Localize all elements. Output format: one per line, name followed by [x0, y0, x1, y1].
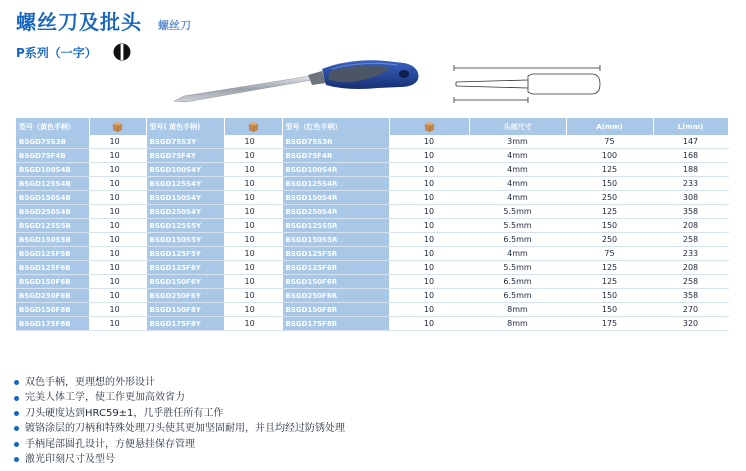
cell-qty-3: 10	[389, 205, 469, 219]
cell-model-red: BSGD250S4R	[282, 205, 389, 219]
cell-qty-1: 10	[89, 219, 146, 233]
cell-l-length: 233	[653, 177, 728, 191]
table-row	[16, 289, 728, 303]
cell-qty-2: 10	[224, 247, 282, 261]
bullet-icon	[14, 442, 19, 447]
cell-model-red: BSGD150F6R	[282, 275, 389, 289]
cell-model-red: BSGD125S5R	[282, 219, 389, 233]
column-header-a: A(mm)	[566, 118, 653, 135]
feature-text: 双色手柄，更理想的外形设计	[25, 377, 155, 388]
cell-a-length: 100	[566, 149, 653, 163]
cell-qty-3: 10	[389, 317, 469, 331]
table-header-row	[16, 118, 728, 135]
cell-tip-size: 4mm	[469, 191, 566, 205]
screwdriver-photo	[172, 57, 422, 113]
bullet-icon	[14, 426, 19, 431]
feature-text: 刀头硬度达到HRC59±1，几乎胜任所有工作	[25, 407, 224, 419]
feature-item	[14, 421, 345, 436]
cell-qty-2: 10	[224, 233, 282, 247]
cell-model-yellow-1: BSGD125S4B	[16, 177, 89, 191]
cell-a-length: 75	[566, 135, 653, 149]
cell-qty-2: 10	[224, 317, 282, 331]
cell-tip-size: 5.5mm	[469, 261, 566, 275]
cell-model-yellow-2: BSGD250F6Y	[146, 289, 224, 303]
cell-model-yellow-1: BSGD175F8B	[16, 317, 89, 331]
cell-l-length: 208	[653, 219, 728, 233]
cell-l-length: 358	[653, 289, 728, 303]
cell-model-red: BSGD175F8R	[282, 317, 389, 331]
cell-qty-3: 10	[389, 275, 469, 289]
bullet-icon	[14, 411, 19, 416]
cell-model-yellow-1: BSGD75F4B	[16, 149, 89, 163]
cell-qty-1: 10	[89, 261, 146, 275]
cell-model-yellow-2: BSGD75S3Y	[146, 135, 224, 149]
cell-qty-1: 10	[89, 303, 146, 317]
cell-tip-size: 5.5mm	[469, 205, 566, 219]
cell-model-yellow-1: BSGD150S5B	[16, 233, 89, 247]
cell-model-yellow-2: BSGD150S5Y	[146, 233, 224, 247]
feature-item	[14, 375, 345, 390]
cell-qty-2: 10	[224, 261, 282, 275]
feature-item	[14, 437, 345, 452]
cell-qty-1: 10	[89, 163, 146, 177]
cell-qty-2: 10	[224, 163, 282, 177]
cell-model-red: BSGD125F6R	[282, 261, 389, 275]
cell-qty-2: 10	[224, 205, 282, 219]
cell-model-yellow-2: BSGD175F8Y	[146, 317, 224, 331]
table-row	[16, 247, 728, 261]
cell-tip-size: 8mm	[469, 317, 566, 331]
column-header-model-yellow-1: 型号（黄色手柄）	[16, 118, 89, 135]
table-row	[16, 177, 728, 191]
table-row	[16, 205, 728, 219]
table-row	[16, 149, 728, 163]
feature-list	[14, 375, 345, 467]
cell-l-length: 208	[653, 261, 728, 275]
cell-model-red: BSGD150F8R	[282, 303, 389, 317]
cell-qty-3: 10	[389, 191, 469, 205]
cell-model-yellow-2: BSGD250S4Y	[146, 205, 224, 219]
table-row	[16, 317, 728, 331]
table-row	[16, 163, 728, 177]
cell-qty-3: 10	[389, 219, 469, 233]
table-row	[16, 261, 728, 275]
dimension-drawing	[452, 60, 602, 108]
cell-model-yellow-1: BSGD125S5B	[16, 219, 89, 233]
table-row	[16, 303, 728, 317]
cell-l-length: 308	[653, 191, 728, 205]
cell-qty-3: 10	[389, 233, 469, 247]
cell-model-red: BSGD125F5R	[282, 247, 389, 261]
column-header-qty-2	[224, 118, 282, 135]
cell-qty-2: 10	[224, 191, 282, 205]
table-row	[16, 191, 728, 205]
cell-a-length: 250	[566, 233, 653, 247]
feature-item	[14, 390, 345, 405]
cell-model-yellow-2: BSGD75F4Y	[146, 149, 224, 163]
cell-qty-3: 10	[389, 177, 469, 191]
bullet-icon	[14, 380, 19, 385]
cell-qty-1: 10	[89, 247, 146, 261]
column-header-qty-3	[389, 118, 469, 135]
cell-l-length: 320	[653, 317, 728, 331]
slotted-screw-icon	[113, 43, 131, 61]
cell-a-length: 125	[566, 205, 653, 219]
cell-qty-2: 10	[224, 275, 282, 289]
cell-model-yellow-2: BSGD125S4Y	[146, 177, 224, 191]
cell-l-length: 233	[653, 247, 728, 261]
cell-tip-size: 8mm	[469, 303, 566, 317]
cell-a-length: 75	[566, 247, 653, 261]
cell-a-length: 125	[566, 261, 653, 275]
feature-text: 完美人体工学，使工作更加高效省力	[25, 392, 185, 404]
feature-text: 手柄尾部圆孔设计，方便悬挂保存管理	[25, 438, 195, 450]
cell-qty-1: 10	[89, 149, 146, 163]
box-icon	[112, 121, 123, 132]
cell-model-yellow-1: BSGD150F8B	[16, 303, 89, 317]
cell-tip-size: 4mm	[469, 149, 566, 163]
cell-model-yellow-1: BSGD125F6B	[16, 261, 89, 275]
cell-tip-size: 4mm	[469, 247, 566, 261]
cell-tip-size: 4mm	[469, 177, 566, 191]
cell-l-length: 168	[653, 149, 728, 163]
cell-qty-2: 10	[224, 135, 282, 149]
page-title: 螺丝刀及批头	[16, 10, 142, 34]
cell-qty-2: 10	[224, 219, 282, 233]
cell-tip-size: 4mm	[469, 163, 566, 177]
cell-l-length: 270	[653, 303, 728, 317]
cell-model-yellow-1: BSGD100S4B	[16, 163, 89, 177]
cell-model-yellow-1: BSGD250S4B	[16, 205, 89, 219]
cell-model-yellow-2: BSGD125F6Y	[146, 261, 224, 275]
cell-qty-1: 10	[89, 205, 146, 219]
cell-a-length: 250	[566, 191, 653, 205]
cell-qty-3: 10	[389, 135, 469, 149]
cell-model-yellow-1: BSGD75S3B	[16, 135, 89, 149]
spec-table	[16, 118, 729, 331]
cell-tip-size: 6.5mm	[469, 233, 566, 247]
cell-tip-size: 6.5mm	[469, 289, 566, 303]
cell-qty-1: 10	[89, 289, 146, 303]
feature-text: 激光印刻尺寸及型号	[25, 454, 115, 466]
cell-model-red: BSGD100S4R	[282, 163, 389, 177]
cell-model-red: BSGD75S3R	[282, 135, 389, 149]
cell-l-length: 258	[653, 275, 728, 289]
cell-qty-2: 10	[224, 303, 282, 317]
cell-model-yellow-1: BSGD150F6B	[16, 275, 89, 289]
cell-qty-1: 10	[89, 275, 146, 289]
cell-qty-3: 10	[389, 149, 469, 163]
cell-qty-3: 10	[389, 289, 469, 303]
cell-a-length: 150	[566, 177, 653, 191]
cell-tip-size: 3mm	[469, 135, 566, 149]
cell-qty-3: 10	[389, 247, 469, 261]
cell-qty-1: 10	[89, 317, 146, 331]
column-header-l: L(mm)	[653, 118, 728, 135]
cell-tip-size: 5.5mm	[469, 219, 566, 233]
table-row	[16, 219, 728, 233]
column-header-model-yellow-2: 型号( 黄色手柄)	[146, 118, 224, 135]
page-subtitle: 螺丝刀	[158, 19, 191, 32]
cell-qty-1: 10	[89, 191, 146, 205]
title-row	[16, 6, 191, 35]
cell-qty-1: 10	[89, 135, 146, 149]
cell-a-length: 125	[566, 163, 653, 177]
table-row	[16, 135, 728, 149]
table-row	[16, 233, 728, 247]
cell-qty-3: 10	[389, 163, 469, 177]
cell-qty-2: 10	[224, 149, 282, 163]
cell-qty-3: 10	[389, 261, 469, 275]
box-icon	[248, 121, 259, 132]
bullet-icon	[14, 396, 19, 401]
cell-qty-1: 10	[89, 177, 146, 191]
cell-model-yellow-1: BSGD250F6B	[16, 289, 89, 303]
cell-a-length: 175	[566, 317, 653, 331]
feature-item	[14, 406, 345, 421]
cell-qty-3: 10	[389, 303, 469, 317]
cell-a-length: 150	[566, 303, 653, 317]
box-icon	[424, 121, 435, 132]
cell-model-red: BSGD125S4R	[282, 177, 389, 191]
cell-qty-2: 10	[224, 177, 282, 191]
column-header-tip-size: 头部尺寸	[469, 118, 566, 135]
cell-model-yellow-2: BSGD100S4Y	[146, 163, 224, 177]
feature-item	[14, 452, 345, 467]
cell-model-red: BSGD75F4R	[282, 149, 389, 163]
cell-a-length: 150	[566, 219, 653, 233]
cell-qty-2: 10	[224, 289, 282, 303]
cell-a-length: 150	[566, 289, 653, 303]
cell-model-yellow-2: BSGD150S4Y	[146, 191, 224, 205]
column-header-qty-1	[89, 118, 146, 135]
column-header-model-red: 型号（红色手柄）	[282, 118, 389, 135]
cell-tip-size: 6.5mm	[469, 275, 566, 289]
cell-model-red: BSGD150S4R	[282, 191, 389, 205]
series-row	[16, 43, 131, 61]
feature-text: 镀铬涂层的刀柄和特殊处理刀头使其更加坚固耐用，并且均经过防锈处理	[25, 423, 345, 435]
cell-model-yellow-2: BSGD125F5Y	[146, 247, 224, 261]
cell-model-yellow-1: BSGD150S4B	[16, 191, 89, 205]
cell-model-red: BSGD150S5R	[282, 233, 389, 247]
series-title: P系列（一字）	[16, 45, 97, 60]
cell-model-red: BSGD250F6R	[282, 289, 389, 303]
table-row	[16, 275, 728, 289]
cell-model-yellow-2: BSGD150F8Y	[146, 303, 224, 317]
cell-l-length: 188	[653, 163, 728, 177]
cell-model-yellow-2: BSGD150F6Y	[146, 275, 224, 289]
cell-model-yellow-1: BSGD125F5B	[16, 247, 89, 261]
cell-qty-1: 10	[89, 233, 146, 247]
cell-l-length: 147	[653, 135, 728, 149]
cell-l-length: 258	[653, 233, 728, 247]
cell-l-length: 358	[653, 205, 728, 219]
bullet-icon	[14, 457, 19, 462]
cell-a-length: 125	[566, 275, 653, 289]
cell-model-yellow-2: BSGD125S5Y	[146, 219, 224, 233]
